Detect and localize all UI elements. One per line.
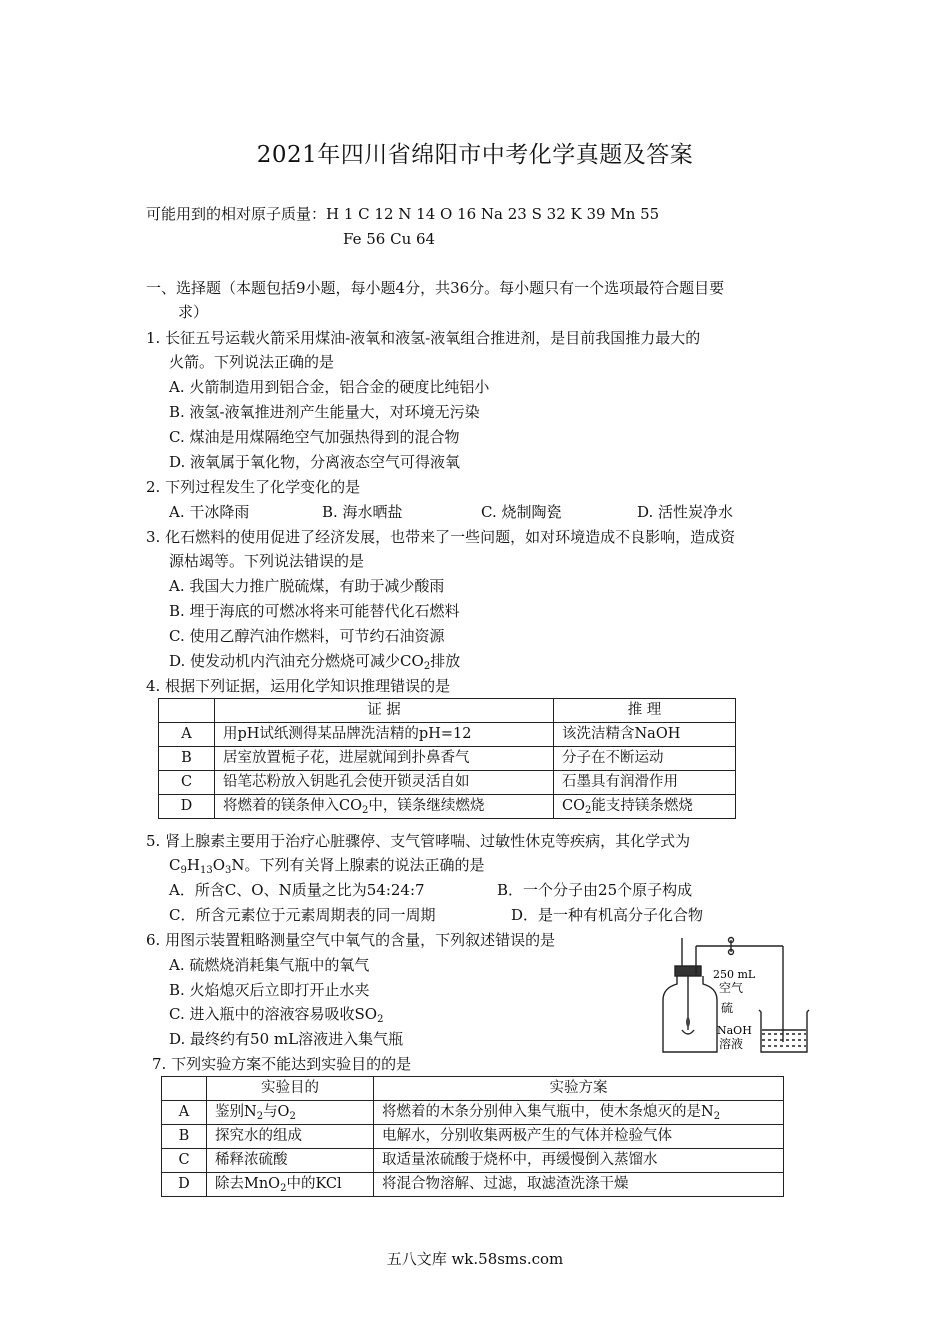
table-cell-option: B bbox=[162, 1125, 207, 1149]
table-row bbox=[159, 747, 736, 771]
table-cell-evidence: 居室放置栀子花，进屋就闻到扑鼻香气 bbox=[215, 747, 554, 771]
page-title: 2021年四川省绵阳市中考化学真题及答案 bbox=[256, 142, 694, 168]
table-header bbox=[162, 1077, 207, 1101]
q1-option-a: A. 火箭制造用到铝合金，铝合金的硬度比纯铝小 bbox=[169, 378, 490, 396]
table-header: 证 据 bbox=[215, 699, 554, 723]
q1-option-d: D. 液氧属于氧化物，分离液态空气可得液氧 bbox=[169, 453, 461, 471]
table-cell-option: D bbox=[159, 795, 215, 819]
q7-stem: 7. 下列实验方案不能达到实验目的的是 bbox=[152, 1055, 412, 1073]
table-cell-method: 将燃着的木条分别伸入集气瓶中，使木条熄灭的是$N_2$ bbox=[374, 1101, 784, 1125]
spoon-cup bbox=[682, 1030, 694, 1034]
q5-stem: 5. 肾上腺素主要用于治疗心脏骤停、支气管哮喘、过敏性休克等疾病，其化学式为 bbox=[146, 832, 691, 850]
table-row bbox=[162, 1125, 784, 1149]
table-header: 实验目的 bbox=[207, 1077, 374, 1101]
q4-table bbox=[158, 698, 736, 819]
table-header-row bbox=[159, 699, 736, 723]
atomic-mass-line2: Fe 56 Cu 64 bbox=[343, 230, 436, 248]
table-row bbox=[159, 771, 736, 795]
table-cell-evidence: 用pH试纸测得某品牌洗洁精的pH=12 bbox=[215, 723, 554, 747]
q3-option-d: D. 使发动机内汽油充分燃烧可减少$CO_2$排放 bbox=[169, 652, 461, 672]
flame-icon bbox=[686, 1016, 690, 1028]
q5-option-b: B．一个分子由25个原子构成 bbox=[497, 881, 693, 899]
q6-option-b: B. 火焰熄灭后立即打开止水夹 bbox=[169, 981, 370, 999]
table-cell-inference: 石墨具有润滑作用 bbox=[554, 771, 736, 795]
q3-option-b: B. 埋于海底的可燃冰将来可能替代化石燃料 bbox=[169, 602, 460, 620]
table-cell-option: C bbox=[159, 771, 215, 795]
apparatus-diagram bbox=[655, 930, 815, 1056]
q3-option-a: A. 我国大力推广脱硫煤，有助于减少酸雨 bbox=[169, 577, 445, 595]
q2-stem: 2. 下列过程发生了化学变化的是 bbox=[146, 478, 361, 496]
q5-stem-cont: $C_9H_{13}O_3N$。下列有关肾上腺素的说法正确的是 bbox=[169, 856, 485, 876]
q6-option-d: D. 最终约有50 mL溶液进入集气瓶 bbox=[169, 1030, 404, 1048]
table-cell-method: 将混合物溶解、过滤，取滤渣洗涤干燥 bbox=[374, 1173, 784, 1197]
table-row bbox=[159, 723, 736, 747]
table-cell-purpose: 稀释浓硫酸 bbox=[207, 1149, 374, 1173]
footer-watermark: 五八文库 wk.58sms.com bbox=[386, 1250, 564, 1268]
table-cell-method: 取适量浓硫酸于烧杯中，再缓慢倒入蒸馏水 bbox=[374, 1149, 784, 1173]
q5-option-a: A．所含C、O、N质量之比为54:24:7 bbox=[169, 881, 425, 899]
table-cell-purpose: 探究水的组成 bbox=[207, 1125, 374, 1149]
table-cell-option: A bbox=[159, 723, 215, 747]
table-cell-option: A bbox=[162, 1101, 207, 1125]
q5-option-c: C．所含元素位于元素周期表的同一周期 bbox=[169, 906, 436, 924]
table-header bbox=[159, 699, 215, 723]
chemical-formula: $C_9H_{13}O_3N$ bbox=[169, 856, 245, 876]
table-cell-evidence: 将燃着的镁条伸入$CO_2$中，镁条继续燃烧 bbox=[215, 795, 554, 819]
table-row bbox=[159, 795, 736, 819]
table-cell-evidence: 铅笔芯粉放入钥匙孔会使开锁灵活自如 bbox=[215, 771, 554, 795]
q3-stem-cont: 源枯竭等。下列说法错误的是 bbox=[169, 552, 365, 570]
table-cell-inference: $CO_2$能支持镁条燃烧 bbox=[554, 795, 736, 819]
label-air: 空气 bbox=[719, 981, 744, 995]
table-cell-method: 电解水，分别收集两极产生的气体并检验气体 bbox=[374, 1125, 784, 1149]
gas-bottle bbox=[663, 976, 717, 1052]
q2-option-b: B. 海水晒盐 bbox=[322, 503, 403, 521]
table-header: 推 理 bbox=[554, 699, 736, 723]
beaker bbox=[759, 1010, 809, 1052]
q2-option-d: D. 活性炭净水 bbox=[637, 503, 734, 521]
q6-option-a: A. 硫燃烧消耗集气瓶中的氧气 bbox=[169, 956, 370, 974]
q5-option-d: D．是一种有机高分子化合物 bbox=[511, 906, 704, 924]
table-header-row bbox=[162, 1077, 784, 1101]
table-cell-purpose: 除去MnO$_2$中的KCl bbox=[207, 1173, 374, 1197]
section-heading-cont: 求） bbox=[178, 303, 209, 321]
q6-stem: 6. 用图示装置粗略测量空气中氧气的含量，下列叙述错误的是 bbox=[146, 931, 556, 949]
table-cell-option: B bbox=[159, 747, 215, 771]
atomic-mass-line1: 可能用到的相对原子质量：H 1 C 12 N 14 O 16 Na 23 S 32 K 39 Mn 55 bbox=[146, 205, 660, 223]
q1-stem-cont: 火箭。下列说法正确的是 bbox=[169, 353, 335, 371]
q2-option-c: C. 烧制陶瓷 bbox=[481, 503, 562, 521]
table-cell-option: D bbox=[162, 1173, 207, 1197]
q1-option-c: C. 煤油是用煤隔绝空气加强热得到的混合物 bbox=[169, 428, 460, 446]
table-cell-inference: 分子在不断运动 bbox=[554, 747, 736, 771]
q4-stem: 4. 根据下列证据，运用化学知识推理错误的是 bbox=[146, 677, 451, 695]
label-naoh: NaOH bbox=[717, 1024, 752, 1037]
table-header: 实验方案 bbox=[374, 1077, 784, 1101]
table-row bbox=[162, 1149, 784, 1173]
q1-stem: 1. 长征五号运载火箭采用煤油-液氧和液氢-液氧组合推进剂，是目前我国推力最大的 bbox=[146, 329, 701, 347]
q3-option-c: C. 使用乙醇汽油作燃料，可节约石油资源 bbox=[169, 627, 445, 645]
table-cell-purpose: 鉴别$N_2$与$O_2$ bbox=[207, 1101, 374, 1125]
table-row bbox=[162, 1173, 784, 1197]
q2-option-a: A. 干冰降雨 bbox=[169, 503, 250, 521]
section-heading: 一、选择题（本题包括9小题，每小题4分，共36分。每小题只有一个选项最符合题目要 bbox=[146, 279, 725, 297]
label-volume: 250 mL bbox=[713, 968, 756, 981]
label-solution: 溶液 bbox=[719, 1037, 744, 1051]
q3-stem: 3. 化石燃料的使用促进了经济发展，也带来了一些问题，如对环境造成不良影响，造成资 bbox=[146, 528, 736, 546]
stopper bbox=[675, 966, 701, 976]
q6-option-c: C. 进入瓶中的溶液容易吸收$SO_2$ bbox=[169, 1005, 384, 1025]
q7-table bbox=[161, 1076, 784, 1197]
q1-option-b: B. 液氢-液氧推进剂产生能量大，对环境无污染 bbox=[169, 403, 480, 421]
table-cell-inference: 该洗洁精含NaOH bbox=[554, 723, 736, 747]
table-row bbox=[162, 1101, 784, 1125]
label-sulfur: 硫 bbox=[721, 1001, 734, 1015]
table-cell-option: C bbox=[162, 1149, 207, 1173]
